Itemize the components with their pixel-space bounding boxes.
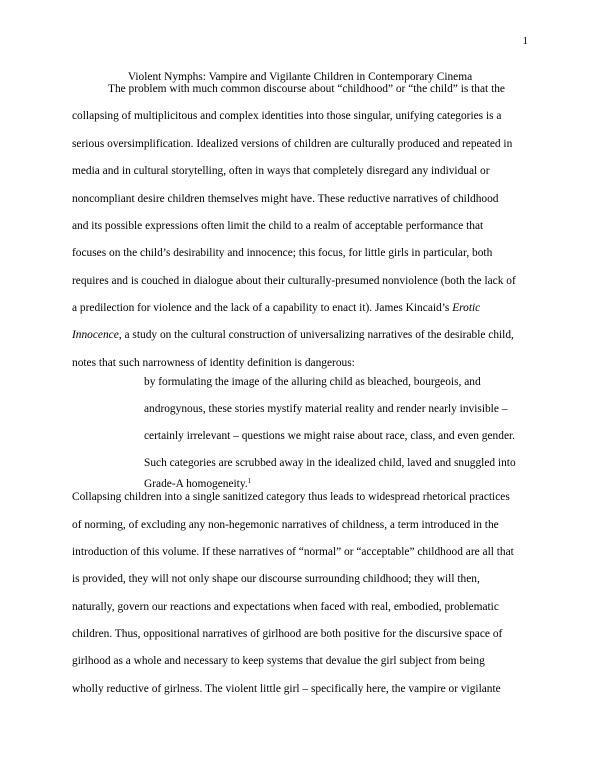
body-line: requires and is couched in dialogue about their culturally-presumed nonviolence (both the lack of: [72, 275, 516, 287]
page-number: 1: [522, 35, 528, 47]
body-line: serious oversimplification. Idealized versions of children are culturally produced and repeated in: [72, 138, 513, 150]
body-line: The problem with much common discourse about “childhood” or “the child” is that the: [108, 83, 505, 95]
body-line: media and in cultural storytelling, often in ways that completely disregard any individual or: [72, 165, 490, 177]
body-line: introduction of this volume. If these narratives of “normal” or “acceptable” childhood are all that: [72, 546, 514, 558]
block-quote-line: certainly irrelevant – questions we might raise about race, class, and even gender.: [144, 430, 516, 442]
book-title: Erotic: [452, 302, 481, 314]
body-line: notes that such narrowness of identity definition is dangerous:: [72, 357, 355, 369]
body-line: of norming, of excluding any non-hegemonic narratives of childness, a term introduced in the: [72, 519, 499, 531]
block-quote-line: [144, 477, 251, 491]
block-quote-line: androgynous, these stories mystify material reality and render nearly invisible –: [144, 403, 508, 415]
body-line: [72, 328, 514, 342]
body-line-text: a predilection for violence and the lack of a capability to enact it). James Kincaid’s: [72, 302, 450, 314]
body-line: girlhood as a whole and necessary to keep systems that devalue the girl subject from being: [72, 655, 485, 667]
block-quote-line: Such categories are scrubbed away in the idealized child, laved and snuggled into: [144, 457, 516, 469]
body-line: Collapsing children into a single sanitized category thus leads to widespread rhetorical practices: [72, 491, 510, 503]
block-quote-line: by formulating the image of the alluring child as bleached, bourgeois, and: [144, 376, 481, 388]
body-line: noncompliant desire children themselves might have. These reductive narratives of childhood: [72, 193, 499, 205]
book-title: Innocence: [72, 329, 119, 341]
body-line: is provided, they will not only shape our discourse surrounding childhood; they will then,: [72, 573, 480, 585]
block-quote-text: Grade-A homogeneity.: [144, 478, 248, 490]
body-line-text: , a study on the cultural construction of universalizing narratives of the desirable child,: [118, 329, 514, 341]
footnote-marker[interactable]: 1: [247, 477, 252, 485]
body-line: focuses on the child’s desirability and innocence; this focus, for little girls in particular, both: [72, 247, 493, 259]
body-line: [72, 301, 480, 315]
body-line: and its possible expressions often limit the child to a realm of acceptable performance that: [72, 220, 484, 232]
document-title: Violent Nymphs: Vampire and Vigilante Children in Contemporary Cinema: [127, 71, 473, 83]
body-line: naturally, govern our reactions and expectations when faced with real, embodied, problematic: [72, 601, 499, 613]
body-line: children. Thus, oppositional narratives of girlhood are both positive for the discursive space of: [72, 628, 503, 640]
body-line: wholly reductive of girlness. The violent little girl – specifically here, the vampire or vigilante: [72, 683, 501, 695]
body-line: collapsing of multiplicitous and complex identities into those singular, unifying categories is a: [72, 110, 502, 122]
